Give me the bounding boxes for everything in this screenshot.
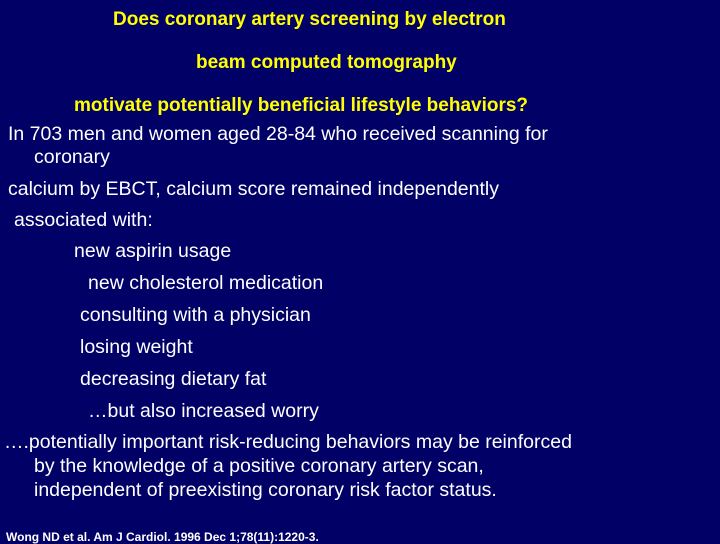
conclusion-line-2: by the knowledge of a positive coronary artery scan, bbox=[34, 455, 484, 477]
title-line-3: motivate potentially beneficial lifestyle behaviors? bbox=[74, 95, 529, 116]
list-item-cholesterol: new cholesterol medication bbox=[88, 272, 324, 294]
title-line-1: Does coronary artery screening by electron bbox=[113, 9, 506, 30]
list-item-aspirin: new aspirin usage bbox=[74, 240, 232, 262]
worry-line: …but also increased worry bbox=[88, 400, 319, 422]
conclusion-line-3: independent of preexisting coronary risk factor status. bbox=[34, 479, 497, 501]
intro-line-1: In 703 men and women aged 28-84 who received scanning for bbox=[8, 123, 548, 145]
list-item-dietary-fat: decreasing dietary fat bbox=[80, 368, 267, 390]
intro-line-2: calcium by EBCT, calcium score remained independently bbox=[8, 178, 499, 200]
list-item-physician: consulting with a physician bbox=[80, 304, 311, 326]
title-line-2: beam computed tomography bbox=[196, 52, 457, 73]
intro-line-3: associated with: bbox=[14, 209, 153, 231]
list-item-weight: losing weight bbox=[80, 336, 193, 358]
citation: Wong ND et al. Am J Cardiol. 1996 Dec 1;78(11):1220-3. bbox=[6, 530, 319, 544]
conclusion-line-1: ….potentially important risk-reducing behaviors may be reinforced bbox=[4, 431, 572, 453]
intro-line-1b: coronary bbox=[34, 146, 110, 168]
